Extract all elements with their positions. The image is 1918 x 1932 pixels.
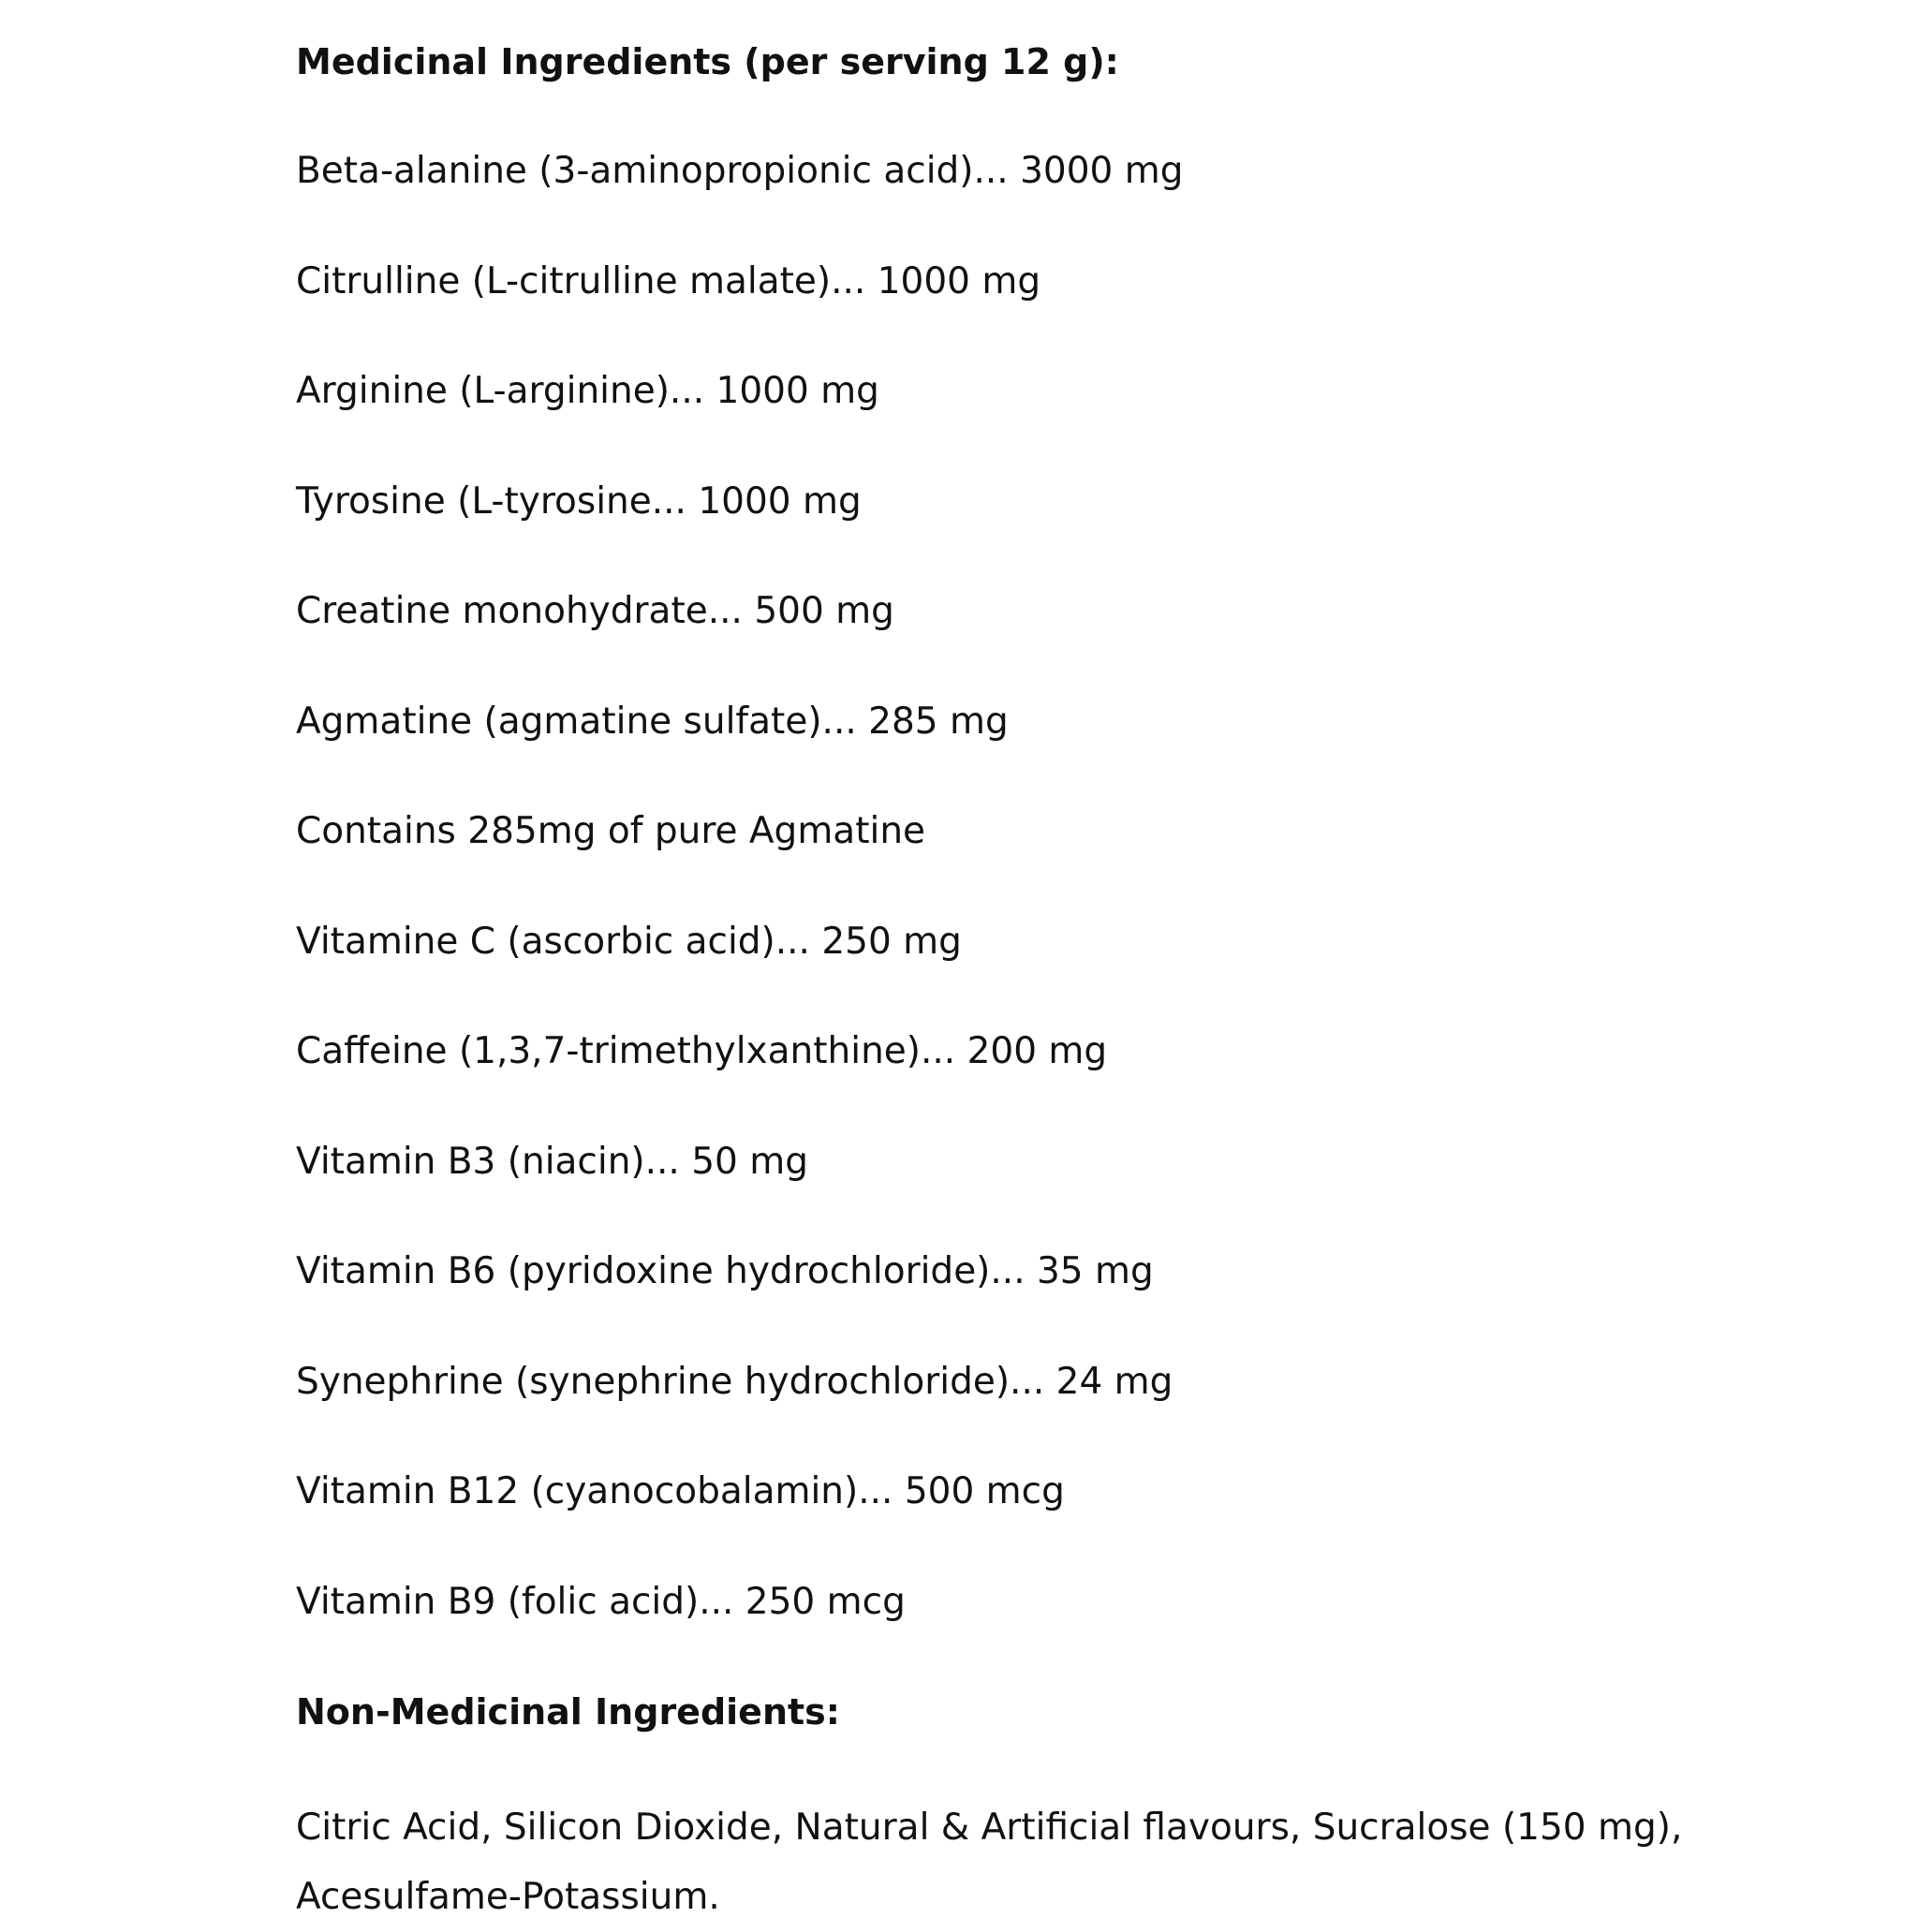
ingredient-item: Vitamin B12 (cyanocobalamin)... 500 mcg <box>296 1470 1065 1512</box>
ingredient-item: Vitamin B9 (folic acid)... 250 mcg <box>296 1580 906 1623</box>
ingredient-item: Caffeine (1,3,7-trimethylxanthine)... 200 mg <box>296 1030 1108 1072</box>
ingredient-item: Vitamine C (ascorbic acid)... 250 mg <box>296 920 962 963</box>
medicinal-ingredients-heading: Medicinal Ingredients (per serving 12 g): <box>296 41 1119 82</box>
non-medicinal-ingredients-text: Citric Acid, Silicon Dioxide, Natural & Artificial flavours, Sucralose (150 mg), Acesulfame-Potassium. <box>296 1807 1683 1918</box>
ingredient-item: Citrulline (L-citrulline malate)... 1000 mg <box>296 259 1041 302</box>
ingredient-item: Vitamin B6 (pyridoxine hydrochloride)... 35 mg <box>296 1250 1154 1292</box>
ingredient-item: Vitamin B3 (niacin)... 50 mg <box>296 1140 808 1183</box>
ingredients-document <box>296 34 1701 1932</box>
ingredient-item: Arginine (L-arginine)... 1000 mg <box>296 370 879 412</box>
ingredient-note: Contains 285mg of pure Agmatine <box>296 810 926 852</box>
ingredient-item: Creatine monohydrate... 500 mg <box>296 590 894 632</box>
non-medicinal-ingredients-heading: Non-Medicinal Ingredients: <box>296 1691 840 1733</box>
ingredient-item: Beta-alanine (3-aminopropionic acid)... 3000 mg <box>296 150 1184 192</box>
ingredient-item: Synephrine (synephrine hydrochloride)... 24 mg <box>296 1360 1173 1403</box>
ingredient-item: Agmatine (agmatine sulfate)... 285 mg <box>296 700 1009 743</box>
ingredient-item: Tyrosine (L-tyrosine... 1000 mg <box>296 479 862 523</box>
